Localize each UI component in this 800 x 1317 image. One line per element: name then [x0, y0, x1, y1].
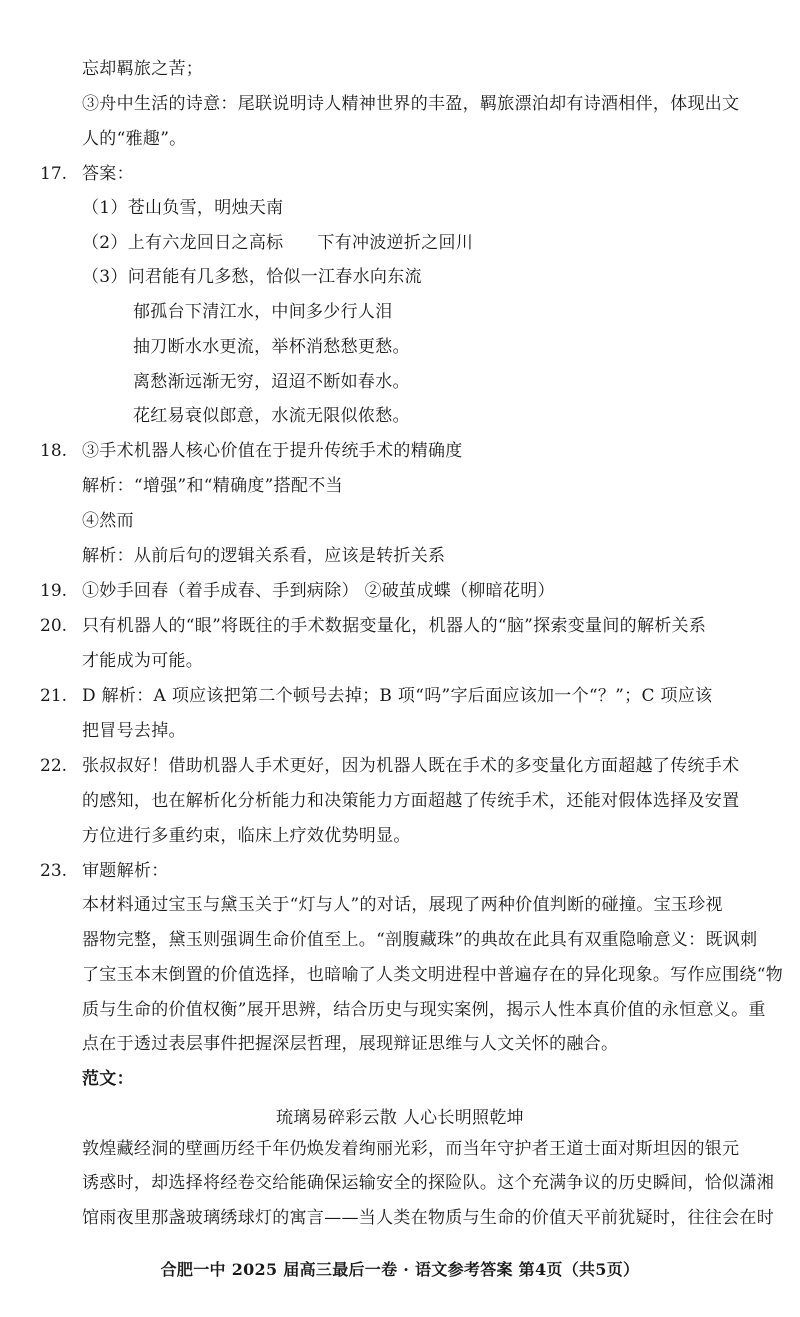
q20-line1: 只有机器人的“眼”将既往的手术数据变量化，机器人的“脑”探索变量间的解析关系 [82, 616, 707, 636]
q22-line1: 张叔叔好！借助机器人手术更好，因为机器人既在手术的多变量化方面超越了传统手术 [82, 756, 740, 776]
q18-answer2: ④然而 [82, 511, 134, 531]
q17-item1: （1）苍山负雪，明烛天南 [82, 198, 284, 218]
q19-answer: ①妙手回春（着手成春、手到病除） ②破茧成蝶（柳暗花明） [82, 581, 555, 601]
q17-label: 答案： [82, 164, 134, 184]
q16-point3-line1: ③舟中生活的诗意：尾联说明诗人精神世界的丰盈，羁旅漂泊却有诗酒相伴，体现出文 [82, 94, 740, 114]
q17-verse-2: 抽刀断水水更流，举杯消愁愁更愁。 [133, 337, 410, 357]
q18-answer1: ③手术机器人核心价值在于提升传统手术的精确度 [82, 441, 463, 461]
q22-line3: 方位进行多重约束，临床上疗效优势明显。 [82, 826, 411, 846]
q23-number: 23. [40, 861, 68, 881]
q19-number: 19. [40, 581, 68, 601]
essay-line3: 馆雨夜里那盏玻璃绣球灯的寓言——当人类在物质与生命的价值天平前犹疑时，往往会在时 [82, 1208, 774, 1228]
essay-title: 琉璃易碎彩云散 人心长明照乾坤 [276, 1108, 524, 1128]
q23-analysis-line4: 质与生命的价值权衡”展开思辨，结合历史与现实案例，揭示人性本真价值的永恒意义。重 [82, 1000, 766, 1020]
q17-verse-3: 离愁渐远渐无穷，迢迢不断如春水。 [133, 372, 410, 392]
q22-line2: 的感知，也在解析化分析能力和决策能力方面超越了传统手术，还能对假体选择及安置 [82, 791, 740, 811]
q21-line1: D 解析：A 项应该把第二个顿号去掉；B 项“吗”字后面应该加一个“？”；C 项应该 [82, 686, 713, 706]
q21-line2: 把冒号去掉。 [82, 721, 186, 741]
q18-analysis1: 解析：“增强”和“精确度”搭配不当 [82, 476, 343, 496]
q23-analysis-line5: 点在于透过表层事件把握深层哲理，展现辩证思维与人文关怀的融合。 [82, 1034, 619, 1054]
essay-line2: 诱惑时，却选择将经卷交给能确保运输安全的探险队。这个充满争议的历史瞬间，恰似潇湘 [82, 1173, 774, 1193]
essay-line1: 敦煌藏经洞的壁画历经千年仍焕发着绚丽光彩，而当年守护者王道士面对斯坦因的银元 [82, 1139, 740, 1159]
q18-analysis2: 解析：从前后句的逻辑关系看，应该是转折关系 [82, 546, 446, 566]
q23-analysis-line1: 本材料通过宝玉与黛玉关于“灯与人”的对话，展现了两种价值判断的碰撞。宝玉珍视 [82, 895, 723, 915]
q17-item2 [82, 232, 473, 254]
q18-number: 18. [40, 441, 68, 461]
q17-item3: （3）问君能有几多愁，恰似一江春水向东流 [82, 267, 422, 287]
fanwen-label: 范文： [82, 1069, 134, 1089]
q20-number: 20. [40, 616, 68, 636]
q17-verse-1: 郁孤台下清江水，中间多少行人泪 [133, 302, 393, 322]
page-footer: 合肥一中 2025 届高三最后一卷 · 语文参考答案 第4页（共5页） [160, 1260, 640, 1279]
q21-number: 21. [40, 686, 68, 706]
q23-label: 审题解析： [82, 861, 169, 881]
q16-point3-line2: 人的“雅趣”。 [82, 129, 187, 149]
q23-analysis-line3: 了宝玉本末倒置的价值选择，也暗喻了人类文明进程中普遍存在的异化现象。写作应围绕“物 [82, 965, 783, 985]
q17-item2-second-half: 下有冲波逆折之回川 [317, 233, 474, 253]
q17-number: 17. [40, 164, 68, 184]
q20-line2: 才能成为可能。 [82, 651, 204, 671]
q22-number: 22. [40, 756, 68, 776]
q17-item2-first-half: （2）上有六龙回日之高标 [82, 233, 284, 253]
q23-analysis-line2: 器物完整，黛玉则强调生命价值至上。“剖腹藏珠”的典故在此具有双重隐喻意义：既讽刺 [82, 930, 758, 950]
q16-continuation: 忘却羁旅之苦； [82, 59, 204, 79]
q17-verse-4: 花红易衰似郎意，水流无限似侬愁。 [133, 406, 410, 426]
